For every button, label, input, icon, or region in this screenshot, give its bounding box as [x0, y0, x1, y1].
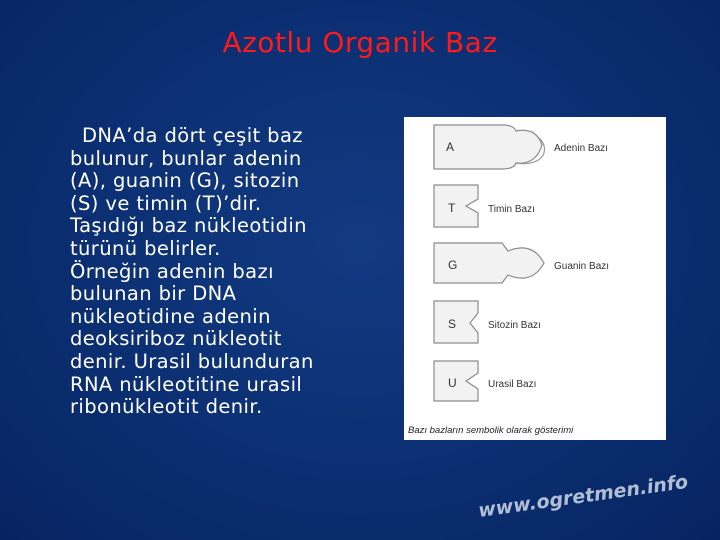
body-line: nükleotidine adenin: [70, 304, 271, 328]
thymine-outline: [434, 185, 478, 227]
body-line: ribonükleotit denir.: [70, 395, 263, 419]
body-line: RNA nükleotitine urasil: [70, 372, 303, 396]
guanine-label: Guanin Bazı: [554, 261, 610, 272]
body-line: (A), guanin (G), sitozin: [70, 169, 300, 193]
body-line: (S) ve timin (T)’dir.: [70, 191, 262, 215]
base-symbols-diagram: [404, 117, 666, 440]
uracil-letter: U: [448, 376, 457, 390]
body-line: Taşıdığı baz nükleotidin: [70, 214, 307, 238]
base-symbols-figure: [404, 117, 666, 440]
body-line: deoksiriboz nükleotit: [70, 327, 282, 351]
body-line: Örneğin adenin bazı: [70, 259, 274, 283]
uracil-label: Urasil Bazı: [488, 379, 537, 390]
body-line: denir. Urasil bulunduran: [70, 349, 314, 373]
body-line: DNA’da dört çeşit baz: [82, 124, 303, 147]
adenine-letter: A: [446, 140, 455, 154]
cytosine-letter: S: [448, 317, 457, 331]
thymine-letter: T: [448, 201, 456, 215]
body-line: bulunur, bunlar adenin: [70, 146, 302, 170]
slide-title: Azotlu Organik Baz: [222, 26, 498, 59]
figure-caption: Bazı bazların sembolik olarak gösterimi: [408, 425, 574, 436]
thymine-label: Timin Bazı: [488, 204, 535, 215]
body-line: bulunan bir DNA: [70, 282, 237, 306]
slide-body-text: [70, 125, 370, 419]
guanine-letter: G: [448, 258, 458, 272]
cytosine-label: Sitozin Bazı: [488, 320, 541, 331]
body-line: türünü belirler.: [70, 236, 221, 260]
adenine-label: Adenin Bazı: [554, 143, 608, 154]
watermark-text: www.ogretmen.info: [476, 470, 690, 522]
